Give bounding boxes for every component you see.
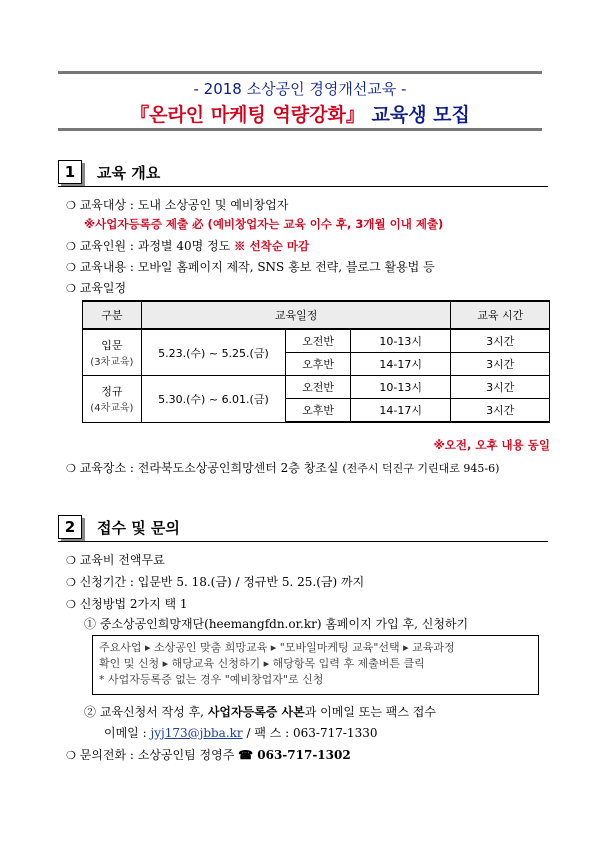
session-time: 14-17시 [350,353,451,376]
group-sub-label: (4차교육) [90,403,134,415]
table-row-group [83,329,142,376]
bullet-contact [66,746,351,763]
bullet-icon: ❍ [66,261,76,274]
fax-text: / 팩 스 : 063-717-1330 [246,726,378,740]
phone-number: ☎ 063-717-1302 [238,748,351,762]
bullet-icon: ❍ [66,576,76,589]
doc-subtitle: - 2018 소상공인 경영개선교육 - [193,80,407,98]
section-title-2: 접수 및 문의 [97,519,180,537]
instructions-line: 주요사업 ▸ 소상공인 맞춤 희망교육 ▸ "모바일마케팅 교육"선택 ▸ 교육과정 [99,641,455,654]
instructions-line: 확인 및 신청 ▸ 해당교육 신청하기 ▸ 해당항목 입력 후 제출버튼 클릭 [99,657,425,670]
section-title-1: 교육 개요 [97,164,161,182]
method-2-c: 과 이메일 또는 팩스 접수 [304,705,436,719]
bullet-period [66,573,364,590]
method-2 [84,703,436,720]
schedule-text: 교육일정 [79,281,127,295]
table-header-hours: 교육 시간 [451,301,550,329]
bullet-icon: ❍ [66,598,76,611]
bullet-place [66,459,499,476]
session-hours: 3시간 [451,329,550,353]
doc-title [0,100,600,127]
section-number-1: 1 [58,160,82,184]
group-label: 입문 [101,339,123,352]
content-text: 교육내용 : 모바일 홈페이지 제작, SNS 홍보 전략, 블로그 활용법 등 [79,260,435,274]
session-slot: 오전반 [286,376,351,399]
table-note: ※오전, 오후 내용 동일 [433,438,550,452]
session-slot: 오전반 [286,329,351,353]
session-hours: 3시간 [451,353,550,376]
session-hours: 3시간 [451,399,550,423]
date-range: 5.30.(수) ~ 6.01.(금) [141,376,285,423]
session-time: 14-17시 [350,399,451,423]
date-range: 5.23.(수) ~ 5.25.(금) [141,329,285,376]
instructions-line: * 사업자등록증 없는 경우 "예비창업자"로 신청 [99,673,324,686]
bullet-icon: ❍ [66,462,76,475]
session-slot: 오후반 [286,399,351,423]
bullet-content [66,258,435,275]
table-header-schedule: 교육일정 [141,301,451,329]
period-text: 신청기간 : 입문반 5. 18.(금) / 정규반 5. 25.(금) 까지 [79,575,365,589]
bullet-headcount [66,237,309,254]
bullet-target [66,196,288,213]
method-2-a: ② 교육신청서 작성 후, [84,705,204,719]
session-hours: 3시간 [451,376,550,399]
bullet-icon: ❍ [66,749,76,762]
session-slot: 오후반 [286,353,351,376]
headcount-text: 교육인원 : 과정별 40명 정도 [79,239,231,253]
section-number-2: 2 [58,515,82,539]
bullet-method [66,595,188,612]
method-text: 신청방법 2가지 택 1 [79,597,188,611]
email-link[interactable]: jyj173@jbba.kr [150,726,243,740]
registration-note: ※사업자등록증 제출 必 (예비창업자는 교육 이수 후, 3개월 이내 제출) [84,217,444,231]
session-time: 10-13시 [350,329,451,353]
table-header-category: 구분 [83,301,142,329]
bullet-icon: ❍ [66,199,76,212]
table-row-group [83,376,142,423]
bullet-fee [66,551,165,568]
group-label: 정규 [101,385,123,399]
session-time: 10-13시 [350,376,451,399]
section-rule-1 [58,186,548,187]
group-sub-label: (3차교육) [90,357,134,368]
bullet-icon: ❍ [66,554,76,567]
section-rule-2 [58,541,548,542]
title-red-part: 『온라인 마케팅 역량강화』 [130,104,365,126]
header-bottom-rule [58,128,542,131]
schedule-table [82,300,550,423]
title-blue-part: 교육생 모집 [371,104,470,126]
fee-text: 교육비 전액무료 [79,553,165,567]
place-text: 교육장소 : 전라북도소상공인희망센터 2층 창조실 [79,461,339,475]
contact-text: 문의전화 : 소상공인팀 정영주 [79,748,235,762]
header-top-rule [58,71,542,74]
place-address: (전주시 덕진구 기린대로 945-6) [342,462,500,475]
instructions-box [92,635,539,695]
bullet-icon: ❍ [66,240,76,253]
email-label: 이메일 : [104,726,147,740]
bullet-icon: ❍ [66,282,76,295]
method-1: ① 중소상공인희망재단(heemangfdn.or.kr) 홈페이지 가입 후, 신청하기 [84,617,469,631]
first-come-note: ※ 선착순 마감 [234,239,310,253]
method-2-bold: 사업자등록증 사본 [207,705,305,719]
target-text: 교육대상 : 도내 소상공인 및 예비창업자 [79,198,289,212]
bullet-schedule [66,279,126,296]
email-fax-line [104,724,377,741]
